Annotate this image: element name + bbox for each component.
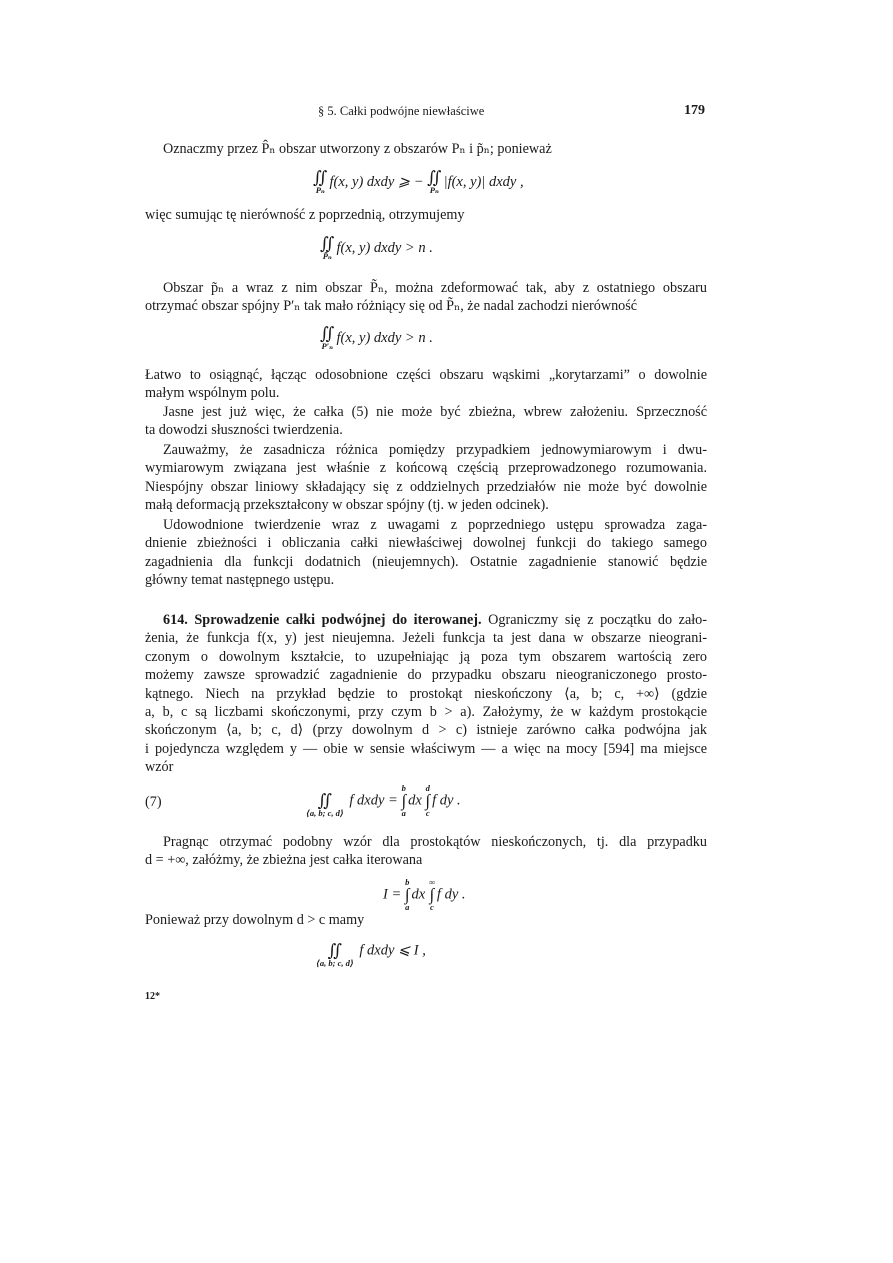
- text-line: Zauważmy, że zasadnicza różnica pomiędzy przypadkiem jednowymiarowym i dwu-: [163, 442, 707, 458]
- paragraph-614: [145, 611, 707, 777]
- upper-limit: b: [405, 877, 410, 887]
- running-head: § 5. Całki podwójne niewłaściwe: [318, 104, 485, 118]
- text-line: wzór: [145, 759, 174, 776]
- text-line: główny temat następnego ustępu.: [145, 572, 335, 589]
- formula-text: f dy .: [436, 886, 466, 903]
- formula-text: f dxdy ⩽ I ,: [359, 942, 426, 959]
- formula-text: f dy .: [432, 792, 461, 809]
- paragraph-9: [145, 833, 707, 870]
- integral-domain: Pₙ: [429, 185, 439, 195]
- integral-domain: ⟨a, b; c, d⟩: [316, 958, 354, 968]
- formula-inequality-3: ∬ P′ₙ f(x, y) dxdy > n .: [320, 324, 433, 351]
- formula-iterated-integral: I = b ∫ a dx ∞ ∫ c f dy .: [383, 877, 466, 912]
- formula-text: dx: [411, 886, 426, 903]
- paragraph-10: [145, 911, 707, 929]
- text-line: możemy zawsze sprowadzić zagadnienie do przypadku obszaru nieograniczonego prosto-: [145, 667, 707, 684]
- formula-text: |f(x, y)| dxdy ,: [443, 173, 524, 190]
- text-line: Niespójny obszar liniowy składający się z oddzielnych przedziałów nie może być dowolnie: [145, 478, 707, 495]
- paragraph-4: [145, 366, 707, 403]
- formula-7: ∬ ⟨a, b; c, d⟩ f dxdy = b ∫ a dx d ∫ c f dy .: [306, 783, 461, 818]
- equation-label-7: (7): [145, 794, 162, 810]
- text-line: wymiarowym związana jest właśnie z końcową częścią przeprowadzonego rozumowania.: [145, 460, 707, 477]
- text-line: Udowodnione twierdzenie wraz z uwagami z poprzedniego ustępu sprowadza zaga-: [163, 517, 707, 533]
- integral-domain: Pₙ: [315, 185, 325, 195]
- section-heading: 614. Sprowadzenie całki podwójnej do iterowanej.: [163, 612, 482, 628]
- formula-inequality-4: ∬ ⟨a, b; c, d⟩ f dxdy ⩽ I ,: [316, 941, 426, 968]
- upper-limit: d: [425, 783, 430, 793]
- lower-limit: c: [425, 808, 430, 818]
- integral-domain: P̃ₙ: [322, 251, 332, 261]
- text-line: Jasne jest już więc, że całka (5) nie może być zbieżna, wbrew założeniu. Sprzeczność: [163, 404, 707, 420]
- formula-inequality-2: ∬ P̃ₙ f(x, y) dxdy > n .: [320, 234, 433, 261]
- lower-limit: a: [401, 808, 406, 818]
- text-line: Obszar p̃ₙ a wraz z nim obszar P̃ₙ, można zdeformować tak, aby z ostatniego obszaru: [163, 280, 707, 296]
- paragraph-7: [145, 516, 707, 590]
- paragraph-1: [145, 140, 707, 158]
- formula-text: I =: [383, 886, 402, 903]
- text-line: małym wspólnym polu.: [145, 385, 280, 402]
- formula-text: f(x, y) dxdy ⩾ −: [329, 173, 424, 190]
- text-line: małą deformacją przekształcony w obszar spójny (tj. w jeden odcinek).: [145, 497, 549, 514]
- formula-text: dx: [408, 792, 422, 809]
- text-run: Ograniczmy się z początku do zało-: [481, 612, 708, 628]
- text-line: zagadnienia dla funkcji dodatnich (nieujemnych). Ostatnie zagadnienie stanowić będzie: [145, 553, 707, 570]
- text-line: czonym o dowolnym kształcie, to uzupełniając ją poza tym obszarem wartością zero: [145, 648, 707, 665]
- text-line: otrzymać obszar spójny P′ₙ tak mało różniący się od P̃ₙ, że nadal zachodzi nierówność: [145, 298, 638, 315]
- text-line: Łatwo to osiągnąć, łącząc odosobnione części obszaru wąskimi „korytarzami” o dowolnie: [145, 367, 707, 383]
- paragraph-6: [145, 441, 707, 515]
- lower-limit: c: [430, 902, 434, 912]
- text-line: skończonym ⟨a, b; c, d⟩ (przy dowolnym d > c) istnieje zarówno całka podwójna jak: [145, 722, 707, 739]
- text-line: Pragnąc otrzymać podobny wzór dla prostokątów nieskończonych, tj. dla przypadku: [163, 834, 707, 850]
- formula-text: f(x, y) dxdy > n .: [336, 239, 433, 256]
- upper-limit: ∞: [428, 877, 435, 887]
- text-line: ta dowodzi słuszności twierdzenia.: [145, 422, 343, 439]
- upper-limit: b: [401, 783, 406, 793]
- text-line: więc sumując tę nierówność z poprzednią, otrzymujemy: [145, 207, 465, 223]
- text-line: kątnego. Niech na przykład będzie to prostokąt nieskończony ⟨a, b; c, +∞⟩ (gdzie: [145, 685, 707, 702]
- text-line: dnienie zbieżności i obliczania całki niewłaściwej dowolnej funkcji do takiego samego: [145, 535, 707, 552]
- text-line: [145, 611, 707, 629]
- integral-domain: ⟨a, b; c, d⟩: [306, 808, 344, 818]
- text-line: i pojedyncza względem y — obie w sensie właściwym — a więc na mocy [594] ma miejsce: [145, 740, 707, 757]
- text-line: a, b, c są liczbami skończonymi, przy czym b > a). Założymy, że w każdym prostokącie: [145, 704, 707, 721]
- text-line: Oznaczmy przez P̂ₙ obszar utworzony z obszarów Pₙ i p̃ₙ; ponieważ: [163, 141, 552, 157]
- paragraph-3: [145, 279, 707, 316]
- page-number: 179: [684, 103, 705, 118]
- formula-text: f dxdy =: [349, 792, 398, 809]
- text-line: żenia, że funkcja f(x, y) jest nieujemna. Jeżeli funkcja ta jest dana w obszarze nieograni-: [145, 630, 707, 647]
- formula-text: f(x, y) dxdy > n .: [336, 329, 433, 346]
- integral-domain: P′ₙ: [321, 341, 333, 351]
- text-line: Ponieważ przy dowolnym d > c mamy: [145, 912, 365, 928]
- signature-mark: 12*: [145, 991, 160, 1002]
- paragraph-5: [145, 403, 707, 440]
- text-line: d = +∞, załóżmy, że zbieżna jest całka iterowana: [145, 852, 423, 869]
- formula-inequality-1: ∬ Pₙ f(x, y) dxdy ⩾ − ∬ Pₙ |f(x, y)| dxdy ,: [313, 168, 524, 195]
- lower-limit: a: [405, 902, 410, 912]
- paragraph-2: [145, 206, 707, 224]
